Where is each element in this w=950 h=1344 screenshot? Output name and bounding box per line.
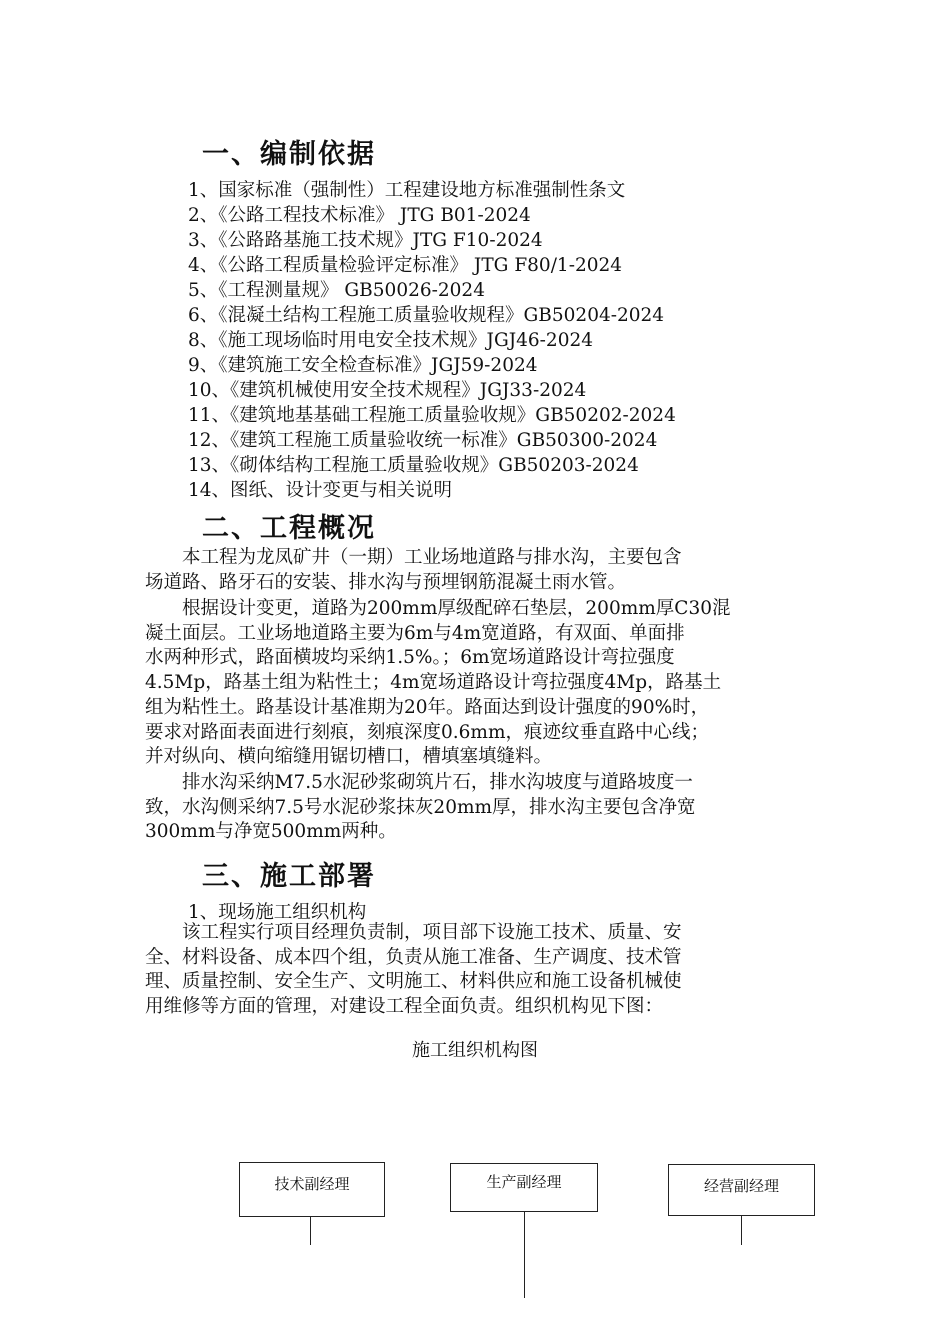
- reference-item: 13、《砌体结构工程施工质量验收规》GB50203-2024: [188, 455, 639, 476]
- section-3-heading: 三、施工部署: [202, 861, 376, 892]
- overview-paragraph-2: [145, 597, 805, 770]
- reference-item: 14、图纸、设计变更与相关说明: [188, 480, 453, 501]
- text-line: 300mm与净宽500mm两种。: [145, 821, 397, 843]
- reference-item: 8、《施工现场临时用电安全技术规》JGJ46-2024: [188, 330, 594, 351]
- org-box-label: 技术副经理: [274, 1175, 350, 1193]
- reference-item: 2、《公路工程技术标准》 JTG B01-2024: [188, 205, 531, 226]
- text-line: 排水沟采纳M7.5水泥砂浆砌筑片石，排水沟坡度与道路坡度一: [145, 772, 693, 793]
- reference-item: 11、《建筑地基基础工程施工质量验收规》GB50202-2024: [188, 405, 676, 426]
- text-line: 致，水沟侧采纳7.5号水泥砂浆抹灰20mm厚，排水沟主要包含净宽: [145, 796, 696, 818]
- text-line: 场道路、路牙石的安装、排水沟与预埋钢筋混凝土雨水管。: [145, 571, 627, 593]
- text-line: 并对纵向、横向缩缝用锯切槽口，槽填塞填缝料。: [145, 746, 553, 768]
- text-line: 理、质量控制、安全生产、文明施工、材料供应和施工设备机械使: [145, 971, 682, 993]
- connector-line: [310, 1217, 311, 1245]
- reference-item: 10、《建筑机械使用安全技术规程》JGJ33-2024: [188, 380, 587, 401]
- reference-item: 6、《混凝土结构工程施工质量验收规程》GB50204-2024: [188, 305, 665, 326]
- org-box-technical-deputy-manager: [239, 1162, 385, 1217]
- text-line: 凝土面层。工业场地道路主要为6m与4m宽道路，有双面、单面排: [145, 622, 685, 644]
- org-box-production-deputy-manager: [450, 1163, 598, 1212]
- org-box-label: 生产副经理: [486, 1173, 562, 1191]
- section-2-heading: 二、工程概况: [202, 513, 376, 544]
- reference-item: 3、《公路路基施工技术规》JTG F10-2024: [188, 230, 543, 251]
- org-box-business-deputy-manager: [668, 1164, 815, 1216]
- text-line: 水两种形式，路面横坡均采纳1.5%。；6m宽场道路设计弯拉强度: [145, 647, 675, 669]
- reference-item: 1、国家标准（强制性）工程建设地方标准强制性条文: [188, 180, 626, 201]
- reference-item: 4、《公路工程质量检验评定标准》 JTG F80/1-2024: [188, 255, 623, 276]
- text-line: 本工程为龙凤矿井（一期）工业场地道路与排水沟，主要包含: [145, 547, 682, 568]
- reference-item: 5、《工程测量规》 GB50026-2024: [188, 280, 485, 301]
- reference-item: 12、《建筑工程施工质量验收统一标准》GB50300-2024: [188, 430, 658, 451]
- text-line: 用维修等方面的管理，对建设工程全面负责。组织机构见下图：: [145, 996, 664, 1018]
- org-box-label: 经营副经理: [703, 1177, 779, 1195]
- connector-line: [741, 1216, 742, 1245]
- section-1-heading: 一、编制依据: [202, 139, 376, 170]
- text-line: 该工程实行项目经理负责制，项目部下设施工技术、质量、安: [145, 922, 682, 943]
- text-line: 要求对路面表面进行刻痕，刻痕深度0.6mm，痕迹纹垂直路中心线；: [145, 721, 710, 743]
- text-line: 4.5Mp，路基土组为粘性土；4m宽场道路设计弯拉强度4Mp，路基土: [145, 672, 722, 694]
- connector-line: [524, 1212, 525, 1298]
- subsection-title: 1、现场施工组织机构: [188, 902, 367, 923]
- text-line: 根据设计变更，道路为200mm厚级配碎石垫层，200mm厚C30混: [145, 598, 731, 619]
- reference-item: 9、《建筑施工安全检查标准》JGJ59-2024: [188, 355, 538, 376]
- overview-paragraph-1: [145, 546, 805, 595]
- overview-paragraph-3: [145, 771, 805, 845]
- text-line: 全、材料设备、成本四个组，负责从施工准备、生产调度、技术管: [145, 946, 682, 968]
- deployment-paragraph: [145, 921, 805, 1020]
- org-chart-title: 施工组织机构图: [412, 1040, 538, 1061]
- text-line: 组为粘性土。路基设计基准期为20年。路面达到设计强度的90%时，: [145, 696, 710, 718]
